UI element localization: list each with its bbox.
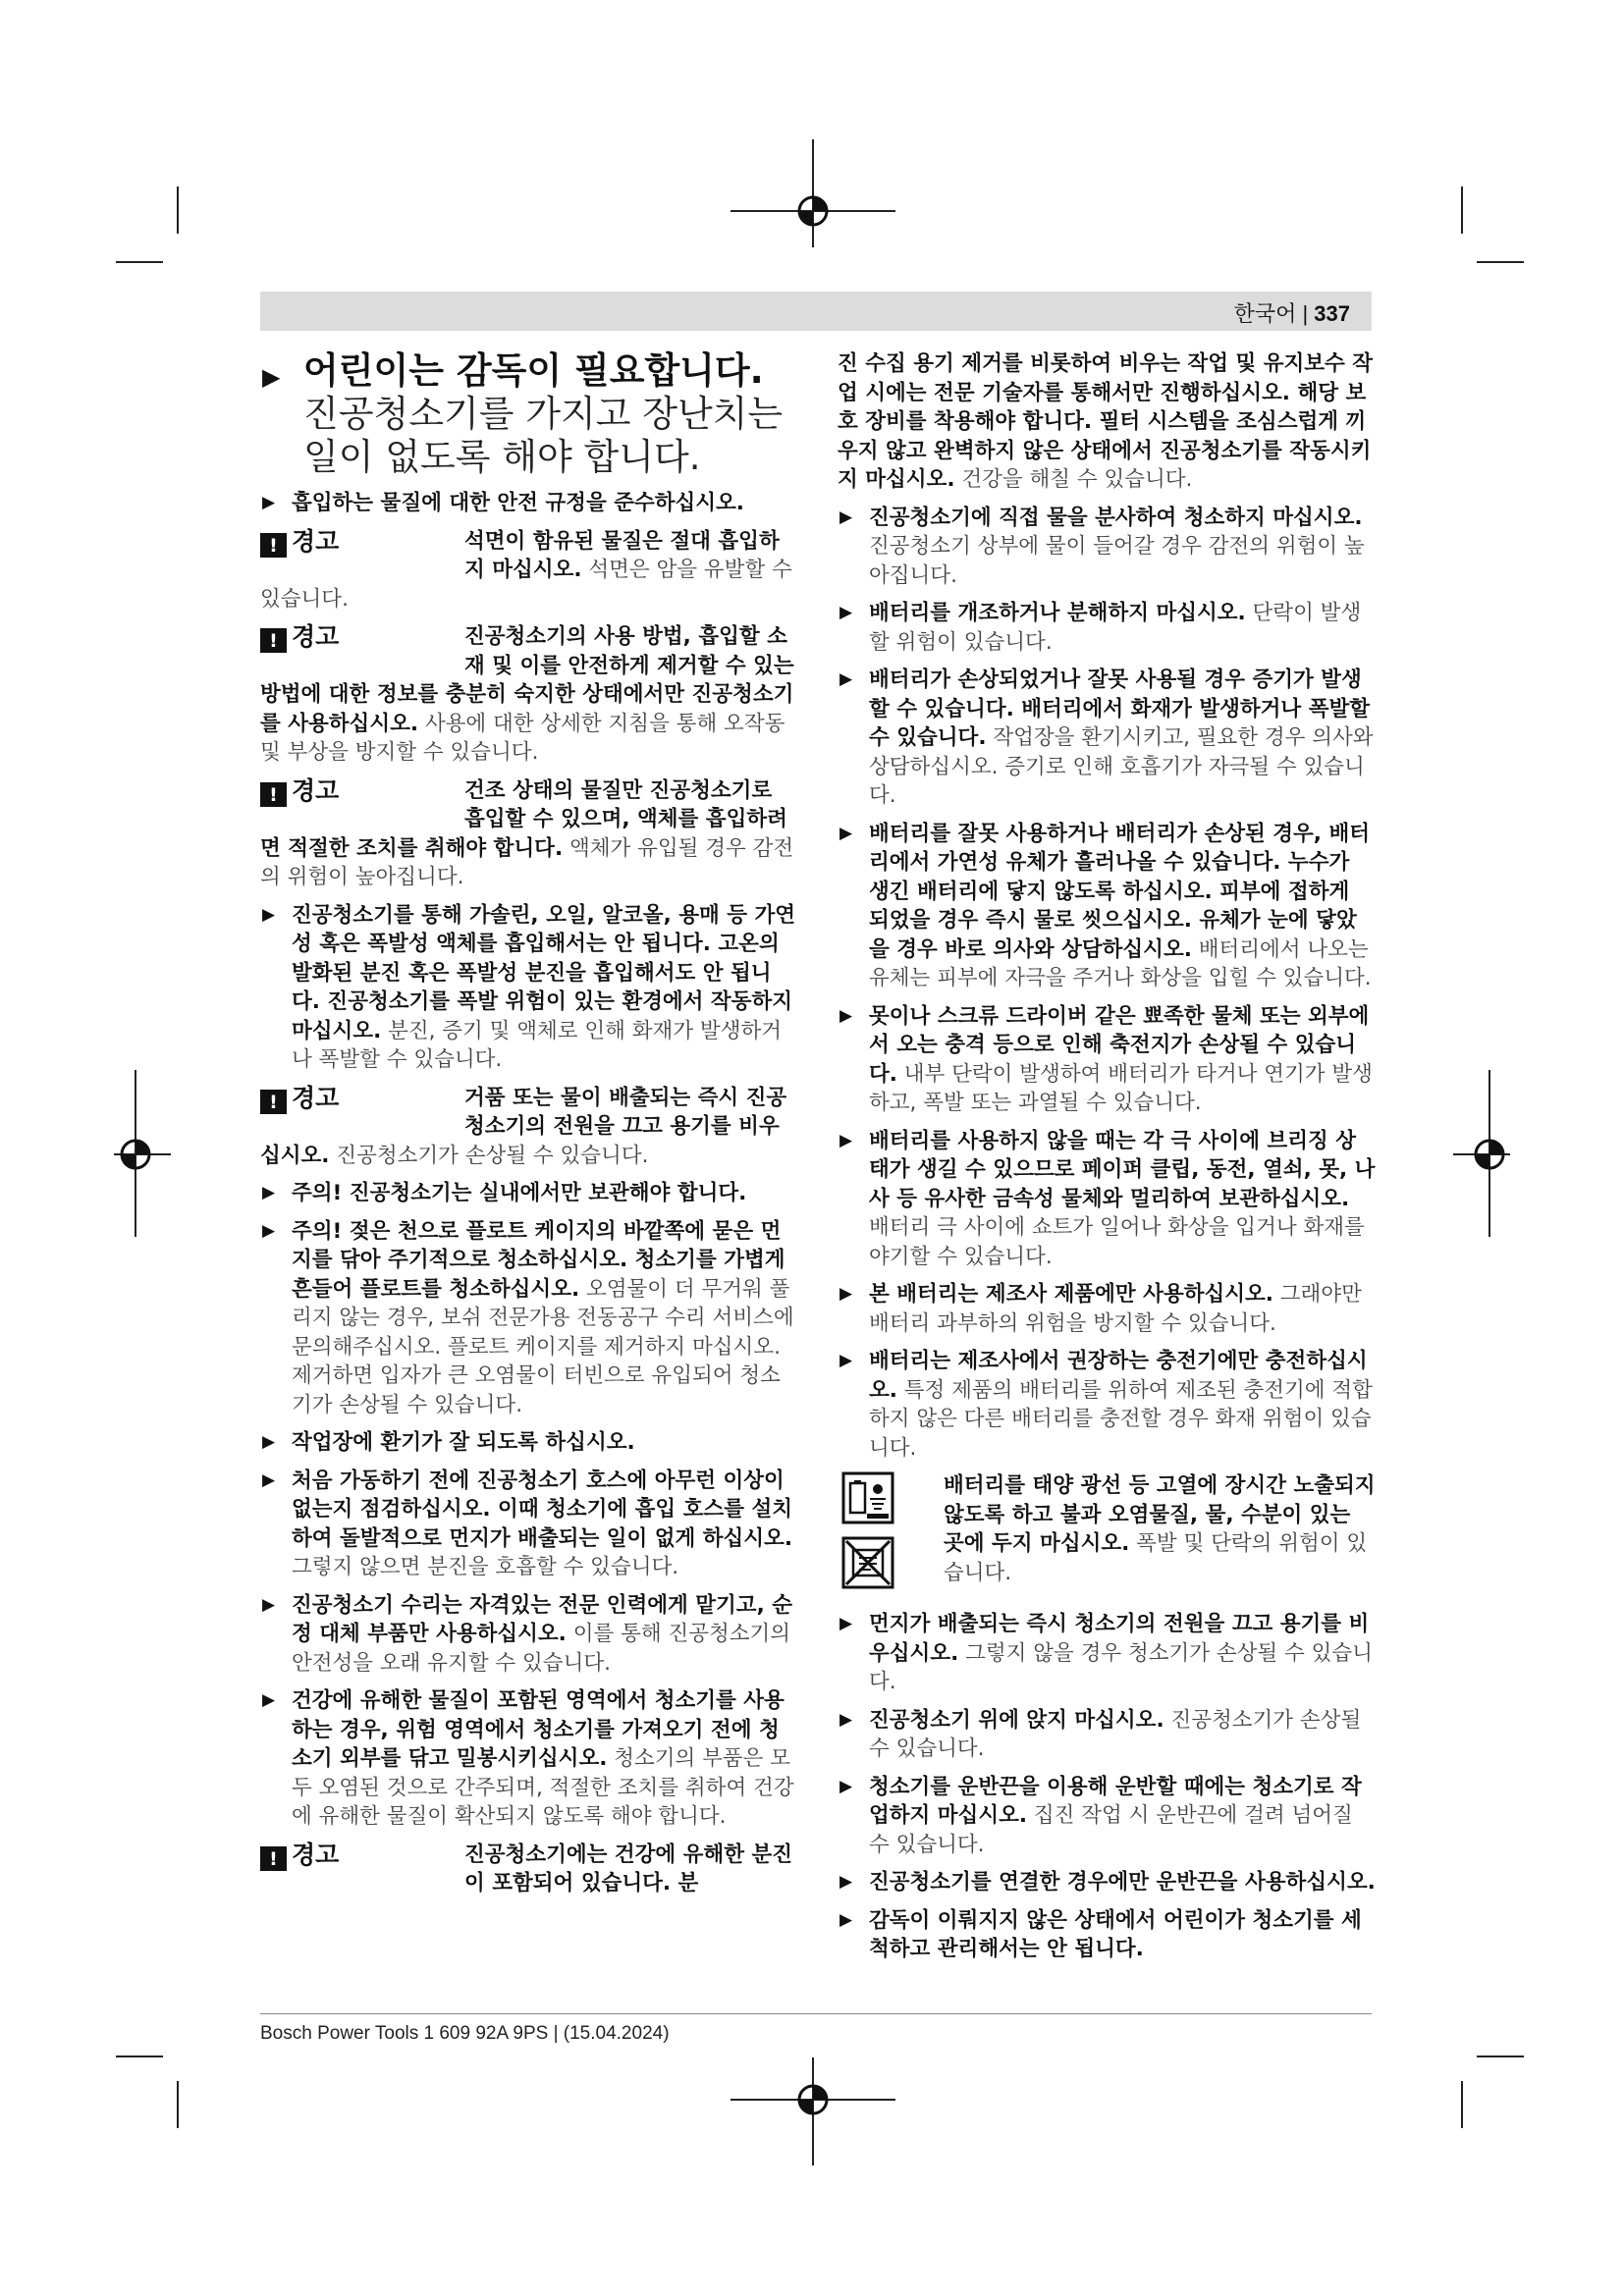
- bullet-arrow-icon: ▶: [839, 1776, 853, 1796]
- bullet-arrow-icon: ▶: [839, 823, 853, 843]
- registration-mark-icon: [796, 194, 830, 228]
- list-item: [838, 504, 1376, 591]
- normal-text: 진공청소기를 가지고 장난치는 일이 없도록 해야 합니다.: [303, 393, 784, 478]
- bullet-arrow-icon: ▶: [839, 507, 853, 527]
- list-item: [260, 901, 798, 1075]
- warning-text: 경고: [292, 775, 340, 805]
- crop-mark: [177, 187, 179, 234]
- bold-text: 건강에 유해한 물질이 포함된 영역에서 청소기를 사용하는 경우, 위험 영역에서 청소기를 가져오기 전에 청소기 외부를 닦고 밀봉시키십시오.: [292, 1688, 785, 1771]
- list-item: [838, 1906, 1376, 1964]
- bold-text: 작업장에 환기가 잘 되도록 하십시오.: [292, 1430, 635, 1455]
- bold-text: 배터리를 개조하거나 분해하지 마십시오.: [869, 601, 1246, 625]
- list-item: [260, 1591, 798, 1679]
- list-item: [838, 599, 1376, 657]
- bold-text: 청소기를 운반끈을 이용해 운반할 때에는 청소기로 작업하지 마십시오.: [869, 1774, 1362, 1828]
- warning-label: [260, 1084, 464, 1141]
- bold-text: 배터리를 태양 광선 등 고열에 장시간 노출되지 않도록 하고 불과 오염물질, 물, 수분이 있는 곳에 두지 마십시오.: [944, 1473, 1376, 1556]
- list-item: [260, 1179, 798, 1208]
- bold-text: 배터리가 손상되었거나 잘못 사용될 경우 증기가 발생할 수 있습니다. 배터리에서 화재가 발생하거나 폭발할 수 있습니다.: [869, 667, 1370, 750]
- warning-label: [260, 1841, 464, 1897]
- crop-mark: [1477, 2056, 1524, 2057]
- crop-mark: [116, 261, 163, 263]
- crop-mark: [1461, 187, 1463, 234]
- warning-label: [260, 527, 464, 584]
- list-item: [260, 349, 798, 479]
- bullet-arrow-icon: ▶: [839, 1130, 853, 1150]
- bullet-arrow-icon: ▶: [262, 363, 281, 391]
- warning-triangle-icon: !: [260, 533, 287, 558]
- bullet-arrow-icon: ▶: [839, 669, 853, 689]
- normal-text: 특정 제품의 배터리를 위하여 제조된 충전기에 적합하지 않은 다른 배터리를 충전할 경우 화재 위험이 있습니다.: [869, 1377, 1373, 1461]
- right-column: [838, 349, 1376, 1973]
- list-item: [838, 1280, 1376, 1338]
- bold-text: 못이나 스크류 드라이버 같은 뾰족한 물체 또는 외부에서 오는 충격 등으로 인해 축전지가 손상될 수 있습니다.: [869, 1003, 1370, 1087]
- warning-block: [260, 527, 798, 614]
- list-item: [838, 1773, 1376, 1860]
- bold-text: 건조 상태의 물질만 진공청소기로 흡입할 수 있으며, 액체를 흡입하려면 적절한 조치를 취해야 합니다.: [260, 777, 787, 861]
- list-item: [260, 1217, 798, 1420]
- bullet-arrow-icon: ▶: [839, 1284, 853, 1304]
- normal-text: 폭발 및 단락의 위험이 있습니다.: [944, 1531, 1368, 1585]
- bold-text: 본 배터리는 제조사 제품에만 사용하십시오.: [869, 1282, 1273, 1307]
- crop-mark: [1461, 2081, 1463, 2128]
- bold-text: 진공청소기에는 건강에 유해한 분진이 포함되어 있습니다. 분: [464, 1842, 792, 1896]
- normal-text: 집진 작업 시 운반끈에 걸려 넘어질 수 있습니다.: [869, 1803, 1353, 1857]
- normal-text: 배터리 극 사이에 쇼트가 일어나 화상을 입거나 화재를 야기할 수 있습니다.: [869, 1215, 1365, 1269]
- sun-heat-warning-icon: [841, 1471, 894, 1524]
- list-item: [838, 820, 1376, 993]
- page-number: 337: [1314, 301, 1350, 326]
- normal-text: 오염물이 더 무거워 풀리지 않는 경우, 보쉬 전문가용 전동공구 수리 서비스에 문의해주십시오. 플로트 케이지를 제거하지 마십시오. 제거하면 입자가 큰 오염물이 터빈으로 유입되어 청소기가 손상될 수 있습니다.: [292, 1276, 794, 1417]
- normal-text: 내부 단락이 발생하여 배터리가 타거나 연기가 발생하고, 폭발 또는 과열될 수 있습니다.: [869, 1061, 1373, 1115]
- bold-text: 진공청소기를 연결한 경우에만 운반끈을 사용하십시오.: [869, 1870, 1376, 1895]
- bullet-arrow-icon: ▶: [262, 1469, 276, 1490]
- normal-text: 액체가 유입될 경우 감전의 위험이 높아집니다.: [260, 835, 794, 889]
- warning-text: 경고: [292, 526, 340, 556]
- normal-text: 그렇지 않으면 분진을 호흡할 수 있습니다.: [292, 1555, 679, 1579]
- crop-mark: [177, 2081, 179, 2128]
- registration-mark-icon: [796, 2083, 830, 2116]
- warning-triangle-icon: !: [260, 782, 287, 807]
- bullet-arrow-icon: ▶: [262, 1183, 276, 1202]
- warning-text: 경고: [292, 1083, 340, 1112]
- list-item: [838, 1347, 1376, 1463]
- normal-text: 그렇지 않을 경우 청소기가 손상될 수 있습니다.: [869, 1640, 1373, 1694]
- bullet-arrow-icon: ▶: [839, 1614, 853, 1633]
- bullet-arrow-icon: ▶: [839, 1909, 853, 1930]
- warning-icons: [838, 1471, 944, 1601]
- page-header: [260, 292, 1372, 331]
- paragraph: [838, 349, 1376, 495]
- warning-block: [260, 622, 798, 768]
- left-column: [260, 349, 798, 1907]
- normal-text: 배터리에서 나오는 유체는 피부에 자극을 주거나 화상을 입힐 수 있습니다.: [869, 936, 1372, 990]
- bullet-arrow-icon: ▶: [839, 1709, 853, 1730]
- normal-text: 단락이 발생할 위험이 있습니다.: [869, 601, 1362, 655]
- bullet-arrow-icon: ▶: [262, 904, 276, 925]
- bold-text: 어린이는 감독이 필요합니다.: [303, 349, 764, 392]
- bold-text: 거품 또는 물이 배출되는 즉시 진공청소기의 전원을 끄고 용기를 비우십시오.: [260, 1085, 787, 1168]
- battery-storage-warning: [838, 1471, 1376, 1601]
- bullet-arrow-icon: ▶: [262, 1594, 276, 1615]
- bold-text: 먼지가 배출되는 즉시 청소기의 전원을 끄고 용기를 비우십시오.: [869, 1612, 1370, 1666]
- registration-mark-icon: [1473, 1138, 1506, 1171]
- bullet-arrow-icon: ▶: [262, 1432, 276, 1452]
- bold-text: 감독이 이뤄지지 않은 상태에서 어린이가 청소기를 세척하고 관리해서는 안 됩니다.: [869, 1907, 1362, 1961]
- normal-text: 진공청소기가 손상될 수 있습니다.: [869, 1707, 1362, 1761]
- normal-text: 건강을 해칠 수 있습니다.: [954, 467, 1193, 492]
- list-item: [260, 489, 798, 518]
- bullet-arrow-icon: ▶: [262, 1220, 276, 1241]
- warning-block: [260, 1841, 798, 1898]
- page-label: 한국어 | 337: [1233, 301, 1350, 326]
- bold-text: 진공청소기에 직접 물을 분사하여 청소하지 마십시오.: [869, 505, 1363, 530]
- footer-divider: [260, 2013, 1372, 2014]
- warning-text: 경고: [292, 622, 340, 651]
- list-item: [260, 1467, 798, 1582]
- list-item: [838, 666, 1376, 811]
- bold-text: 처음 가동하기 전에 진공청소기 호스에 아무런 이상이 없는지 점검하십시오. 이때 청소기에 흡입 호스를 설치하여 돌발적으로 먼지가 배출되는 일이 없게 하십시오.: [292, 1468, 792, 1551]
- crop-mark: [116, 2056, 163, 2057]
- warning-triangle-icon: !: [260, 628, 287, 653]
- list-item: [260, 1686, 798, 1832]
- normal-text: 분진, 증기 및 액체로 인해 화재가 발생하거나 폭발할 수 있습니다.: [292, 1018, 782, 1072]
- language-label: 한국어: [1233, 301, 1297, 326]
- bullet-arrow-icon: ▶: [839, 1872, 853, 1892]
- normal-text: 진공청소기 상부에 물이 들어갈 경우 감전의 위험이 높아집니다.: [869, 534, 1365, 588]
- normal-text: 청소기의 부품은 모두 오염된 것으로 간주되며, 적절한 조치를 취하여 건강에 유해한 물질이 확산되지 않도록 해야 합니다.: [292, 1746, 794, 1829]
- bold-text: 석면이 함유된 물질은 절대 흡입하지 마십시오.: [464, 528, 780, 582]
- no-water-contact-icon: [841, 1536, 894, 1589]
- bold-text: 배터리는 제조사에서 권장하는 충전기에만 충전하십시오.: [869, 1349, 1368, 1403]
- bold-text: 주의! 젖은 천으로 플로트 케이지의 바깥쪽에 묻은 먼지를 닦아 주기적으로 청소하십시오. 청소기를 가볍게 흔들어 플로트를 청소하십시오.: [292, 1218, 785, 1302]
- list-item: [838, 1610, 1376, 1697]
- bold-text: 진공청소기의 사용 방법, 흡입할 소재 및 이를 안전하게 제거할 수 있는 방법에 대한 정보를 충분히 숙지한 상태에서만 진공청소기를 사용하십시오.: [260, 624, 794, 736]
- bullet-arrow-icon: ▶: [839, 603, 853, 622]
- registration-mark-icon: [119, 1138, 152, 1171]
- warning-triangle-icon: !: [260, 1090, 287, 1114]
- normal-text: 작업장을 환기시키고, 필요한 경우 의사와 상담하십시오. 증기로 인해 호흡기가 자극될 수 있습니다.: [869, 725, 1374, 808]
- bullet-arrow-icon: ▶: [839, 1351, 853, 1370]
- normal-text: 석면은 암을 유발할 수 있습니다.: [260, 558, 792, 612]
- bold-text: 주의! 진공청소기는 실내에서만 보관해야 합니다.: [292, 1181, 747, 1205]
- normal-text: 사용에 대한 상세한 지침을 통해 오작동 및 부상을 방지할 수 있습니다.: [260, 711, 785, 765]
- bullet-arrow-icon: ▶: [262, 493, 276, 512]
- bold-text: 진공청소기 위에 앉지 마십시오.: [869, 1707, 1164, 1733]
- warning-triangle-icon: !: [260, 1846, 287, 1871]
- bold-text: 배터리를 잘못 사용하거나 배터리가 손상된 경우, 배터리에서 가연성 유체가 흘러나올 수 있습니다. 누수가 생긴 배터리에 닿지 않도록 하십시오. 피부에 접하게 되었을 경우 즉시 물로 씻으십시오. 유체가 눈에 닿았을 경우 바로 의사와 상담하십시오.: [869, 821, 1370, 962]
- footer-text: Bosch Power Tools 1 609 92A 9PS | (15.04.2024): [260, 2023, 670, 2044]
- normal-text: 진공청소기가 손상될 수 있습니다.: [329, 1143, 649, 1168]
- crop-mark: [1477, 261, 1524, 263]
- crop-mark: [812, 139, 814, 247]
- normal-text: 그래야만 배터리 과부하의 위험을 방지할 수 있습니다.: [869, 1282, 1362, 1336]
- list-item: [838, 1868, 1376, 1897]
- warning-label: [260, 776, 464, 833]
- list-item: [838, 1002, 1376, 1118]
- bold-text: 흡입하는 물질에 대한 안전 규정을 준수하십시오.: [292, 491, 744, 515]
- warning-block: [260, 1084, 798, 1171]
- bold-text: 진공청소기 수리는 자격있는 전문 인력에게 맡기고, 순정 대체 부품만 사용하십시오.: [292, 1592, 792, 1646]
- bold-text: 진 수집 용기 제거를 비롯하여 비우는 작업 및 유지보수 작업 시에는 전문 기술자를 통해서만 진행하십시오. 해당 보호 장비를 착용해야 합니다. 필터 시스템을 조심스럽게 끼우지 않고 완벽하지 않은 상태에서 진공청소기를 작동시키지 마십시오.: [838, 351, 1374, 492]
- bold-text: 배터리를 사용하지 않을 때는 각 극 사이에 브리징 상태가 생길 수 있으므로 페이퍼 클립, 동전, 열쇠, 못, 나사 등 유사한 금속성 물체와 멀리하여 보관하십시오.: [869, 1128, 1376, 1211]
- warning-text: 경고: [292, 1840, 340, 1869]
- list-item: [838, 1706, 1376, 1764]
- list-item: [838, 1127, 1376, 1272]
- warning-block: [260, 776, 798, 892]
- bold-text: 진공청소기를 통해 가솔린, 오일, 알코올, 용매 등 가연성 혹은 폭발성 액체를 흡입해서는 안 됩니다. 고온의 발화된 분진 혹은 폭발성 분진을 흡입해서도 안 됩니다. 진공청소기를 폭발 위험이 있는 환경에서 작동하지 마십시오.: [292, 902, 796, 1043]
- bullet-arrow-icon: ▶: [262, 1690, 276, 1710]
- normal-text: 이를 통해 진공청소기의 안전성을 오래 유지할 수 있습니다.: [292, 1622, 791, 1676]
- list-item: [260, 1428, 798, 1458]
- bullet-arrow-icon: ▶: [839, 1005, 853, 1026]
- warning-label: [260, 622, 464, 679]
